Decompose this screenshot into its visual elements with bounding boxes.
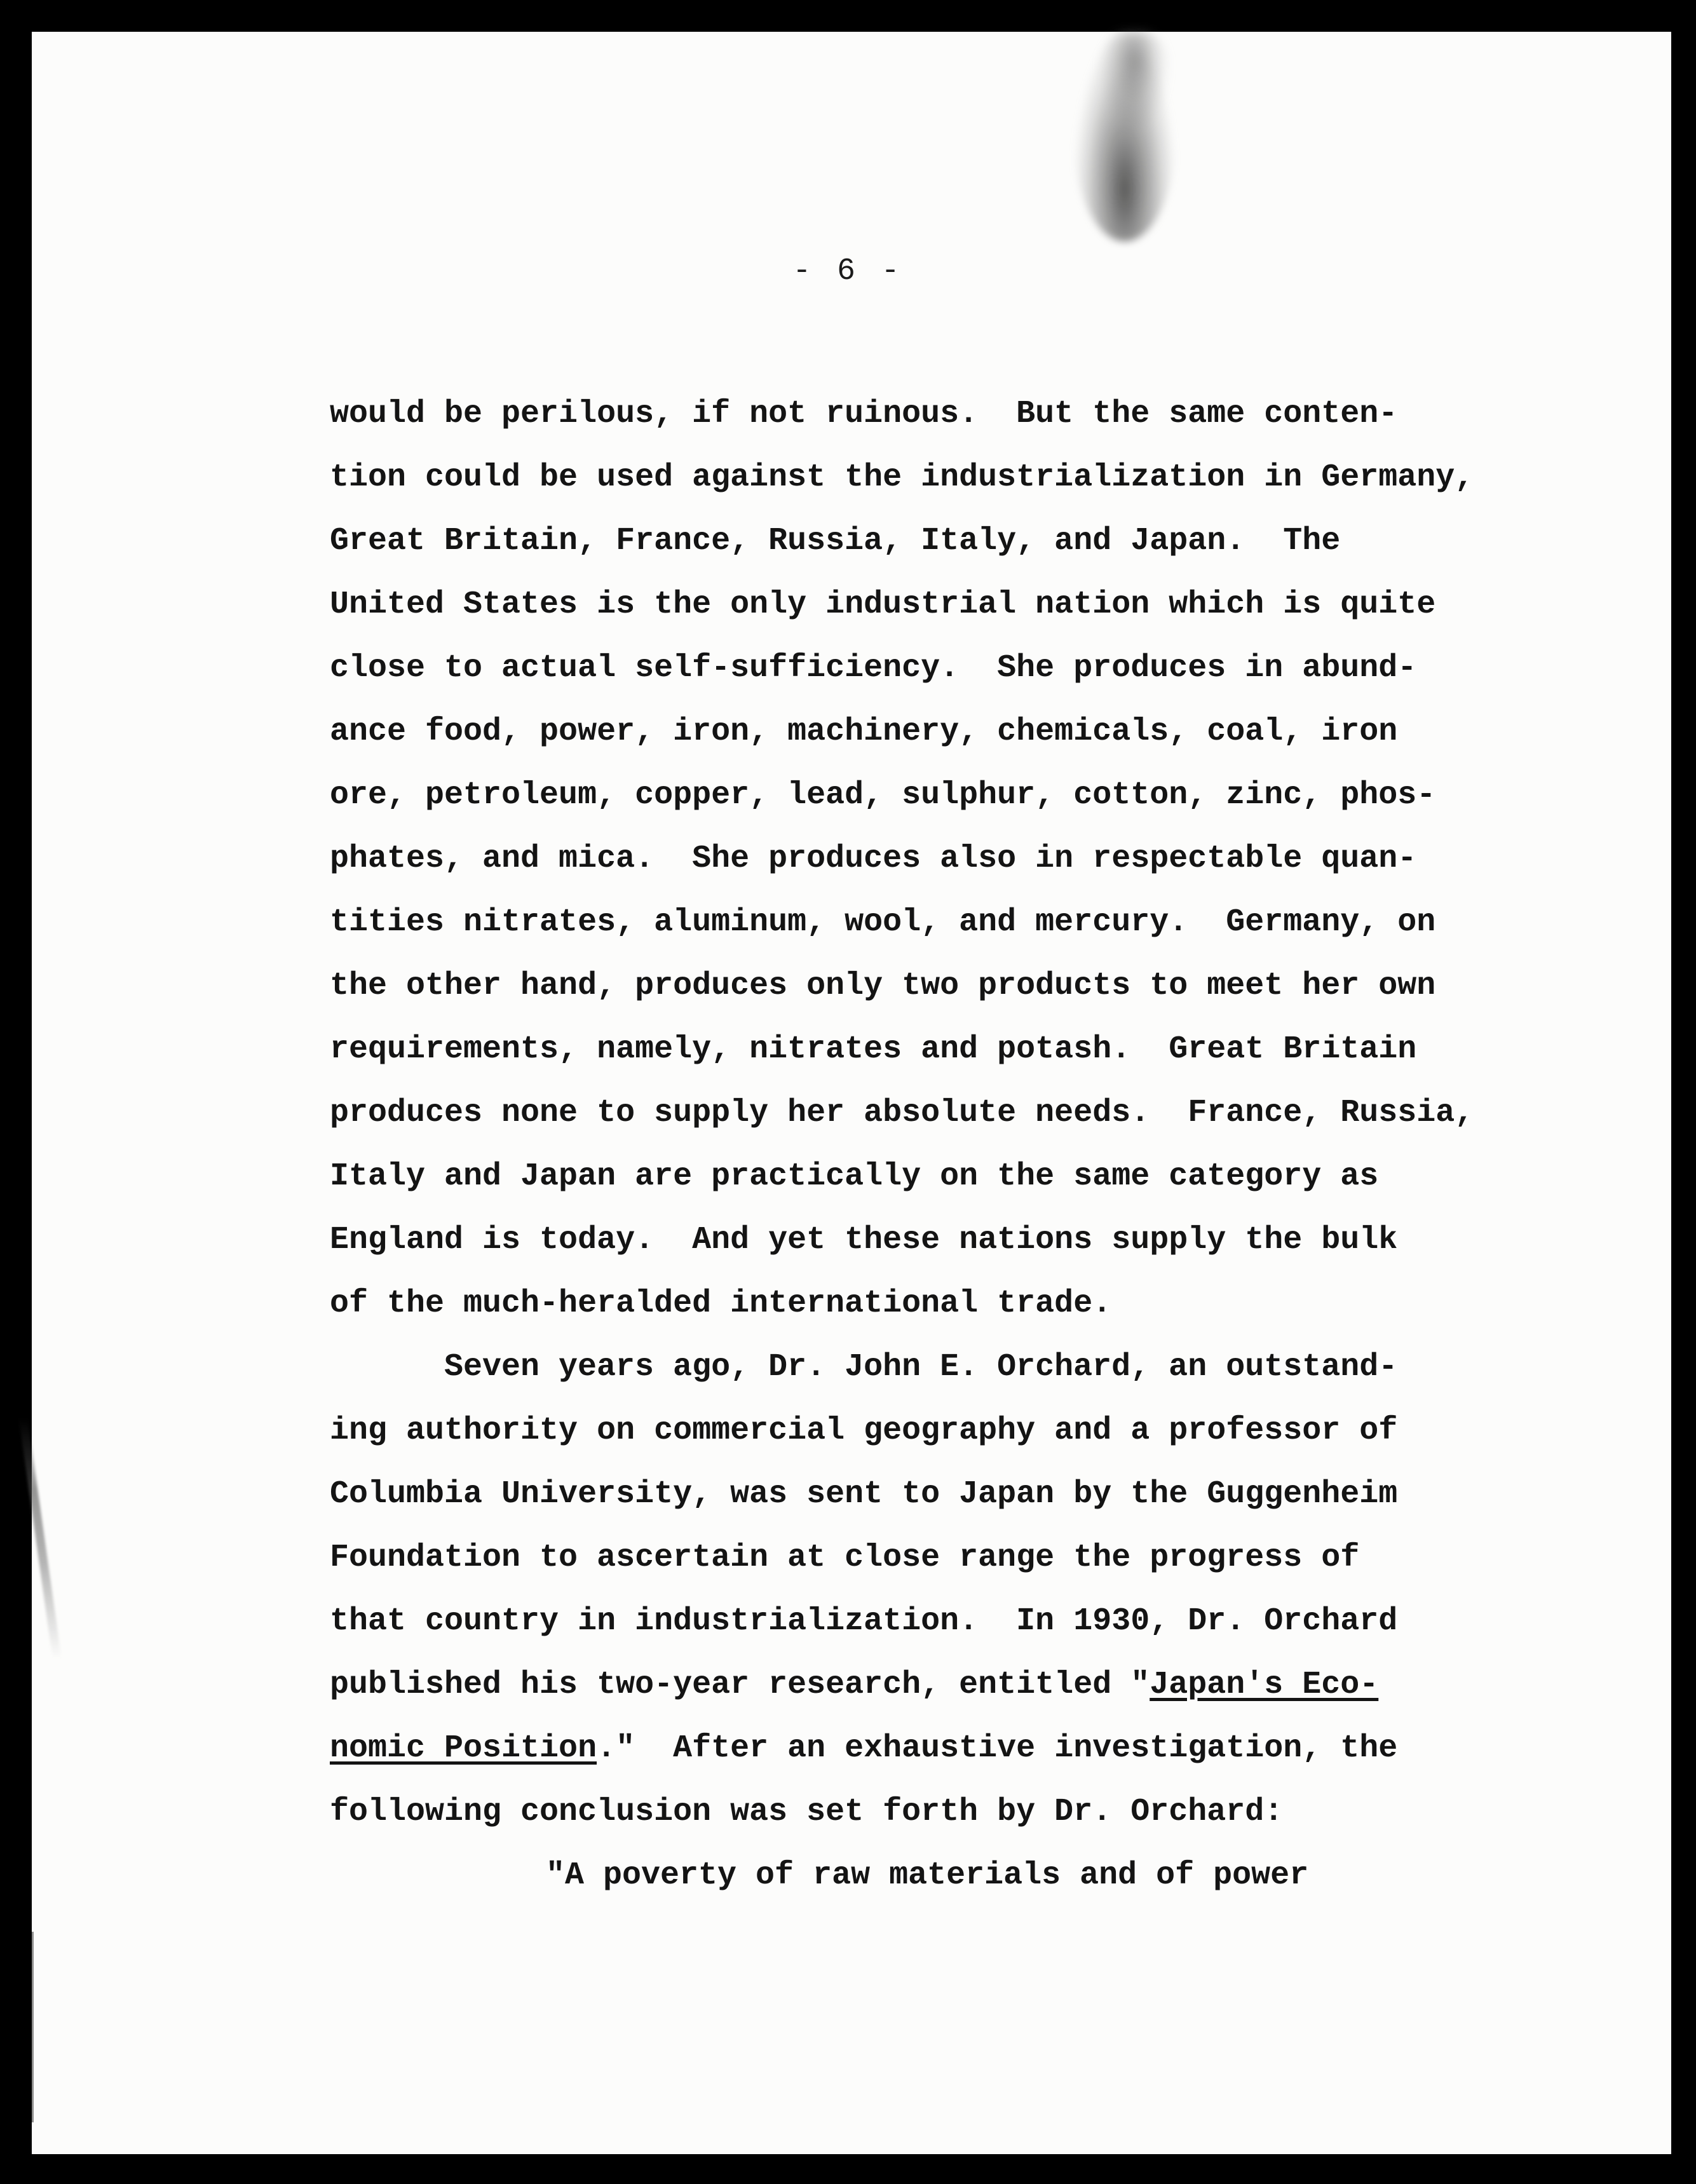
text-fragment: published his two-year research, entitled " bbox=[330, 1667, 1150, 1703]
text-line: following conclusion was set forth by Dr. Orchard: bbox=[330, 1794, 1284, 1830]
ink-smudge bbox=[1074, 32, 1176, 241]
body-text bbox=[330, 383, 1537, 1908]
text-line: of the much-heralded international trade. bbox=[330, 1285, 1112, 1322]
text-line: ance food, power, iron, machinery, chemicals, coal, iron bbox=[330, 714, 1398, 750]
text-line: Great Britain, France, Russia, Italy, and Japan. The bbox=[330, 523, 1341, 559]
text-line: phates, and mica. She produces also in respectable quan- bbox=[330, 841, 1417, 877]
text-line: close to actual self-sufficiency. She produces in abund- bbox=[330, 650, 1417, 686]
text-line: Italy and Japan are practically on the same category as bbox=[330, 1158, 1379, 1195]
text-line: tion could be used against the industrialization in Germany, bbox=[330, 459, 1474, 496]
book-title-underlined: Japan's Eco- bbox=[1150, 1667, 1379, 1703]
text-line: Seven years ago, Dr. John E. Orchard, an outstand- bbox=[444, 1349, 1398, 1385]
quote-line: "A poverty of raw materials and of power bbox=[546, 1857, 1309, 1894]
text-line: the other hand, produces only two products to meet her own bbox=[330, 968, 1436, 1004]
text-line: United States is the only industrial nation which is quite bbox=[330, 587, 1436, 623]
text-line: would be perilous, if not ruinous. But the same conten- bbox=[330, 396, 1398, 432]
scan-artifact bbox=[32, 1932, 34, 2122]
text-line: Foundation to ascertain at close range the progress of bbox=[330, 1540, 1360, 1576]
text-line: produces none to supply her absolute needs. France, Russia, bbox=[330, 1095, 1474, 1131]
text-line bbox=[330, 1717, 1537, 1780]
page-number: - 6 - bbox=[792, 254, 904, 288]
text-line: tities nitrates, aluminum, wool, and mercury. Germany, on bbox=[330, 904, 1436, 940]
text-line bbox=[330, 1653, 1537, 1717]
text-line: England is today. And yet these nations supply the bulk bbox=[330, 1222, 1398, 1258]
text-line: ore, petroleum, copper, lead, sulphur, cotton, zinc, phos- bbox=[330, 777, 1436, 813]
text-fragment: ." After an exhaustive investigation, the bbox=[597, 1730, 1398, 1767]
text-line: that country in industrialization. In 1930, Dr. Orchard bbox=[330, 1603, 1398, 1639]
text-line: requirements, namely, nitrates and potash. Great Britain bbox=[330, 1031, 1417, 1068]
text-line: Columbia University, was sent to Japan by the Guggenheim bbox=[330, 1476, 1398, 1512]
book-title-underlined: nomic Position bbox=[330, 1730, 597, 1767]
text-line: ing authority on commercial geography and a professor of bbox=[330, 1413, 1398, 1449]
